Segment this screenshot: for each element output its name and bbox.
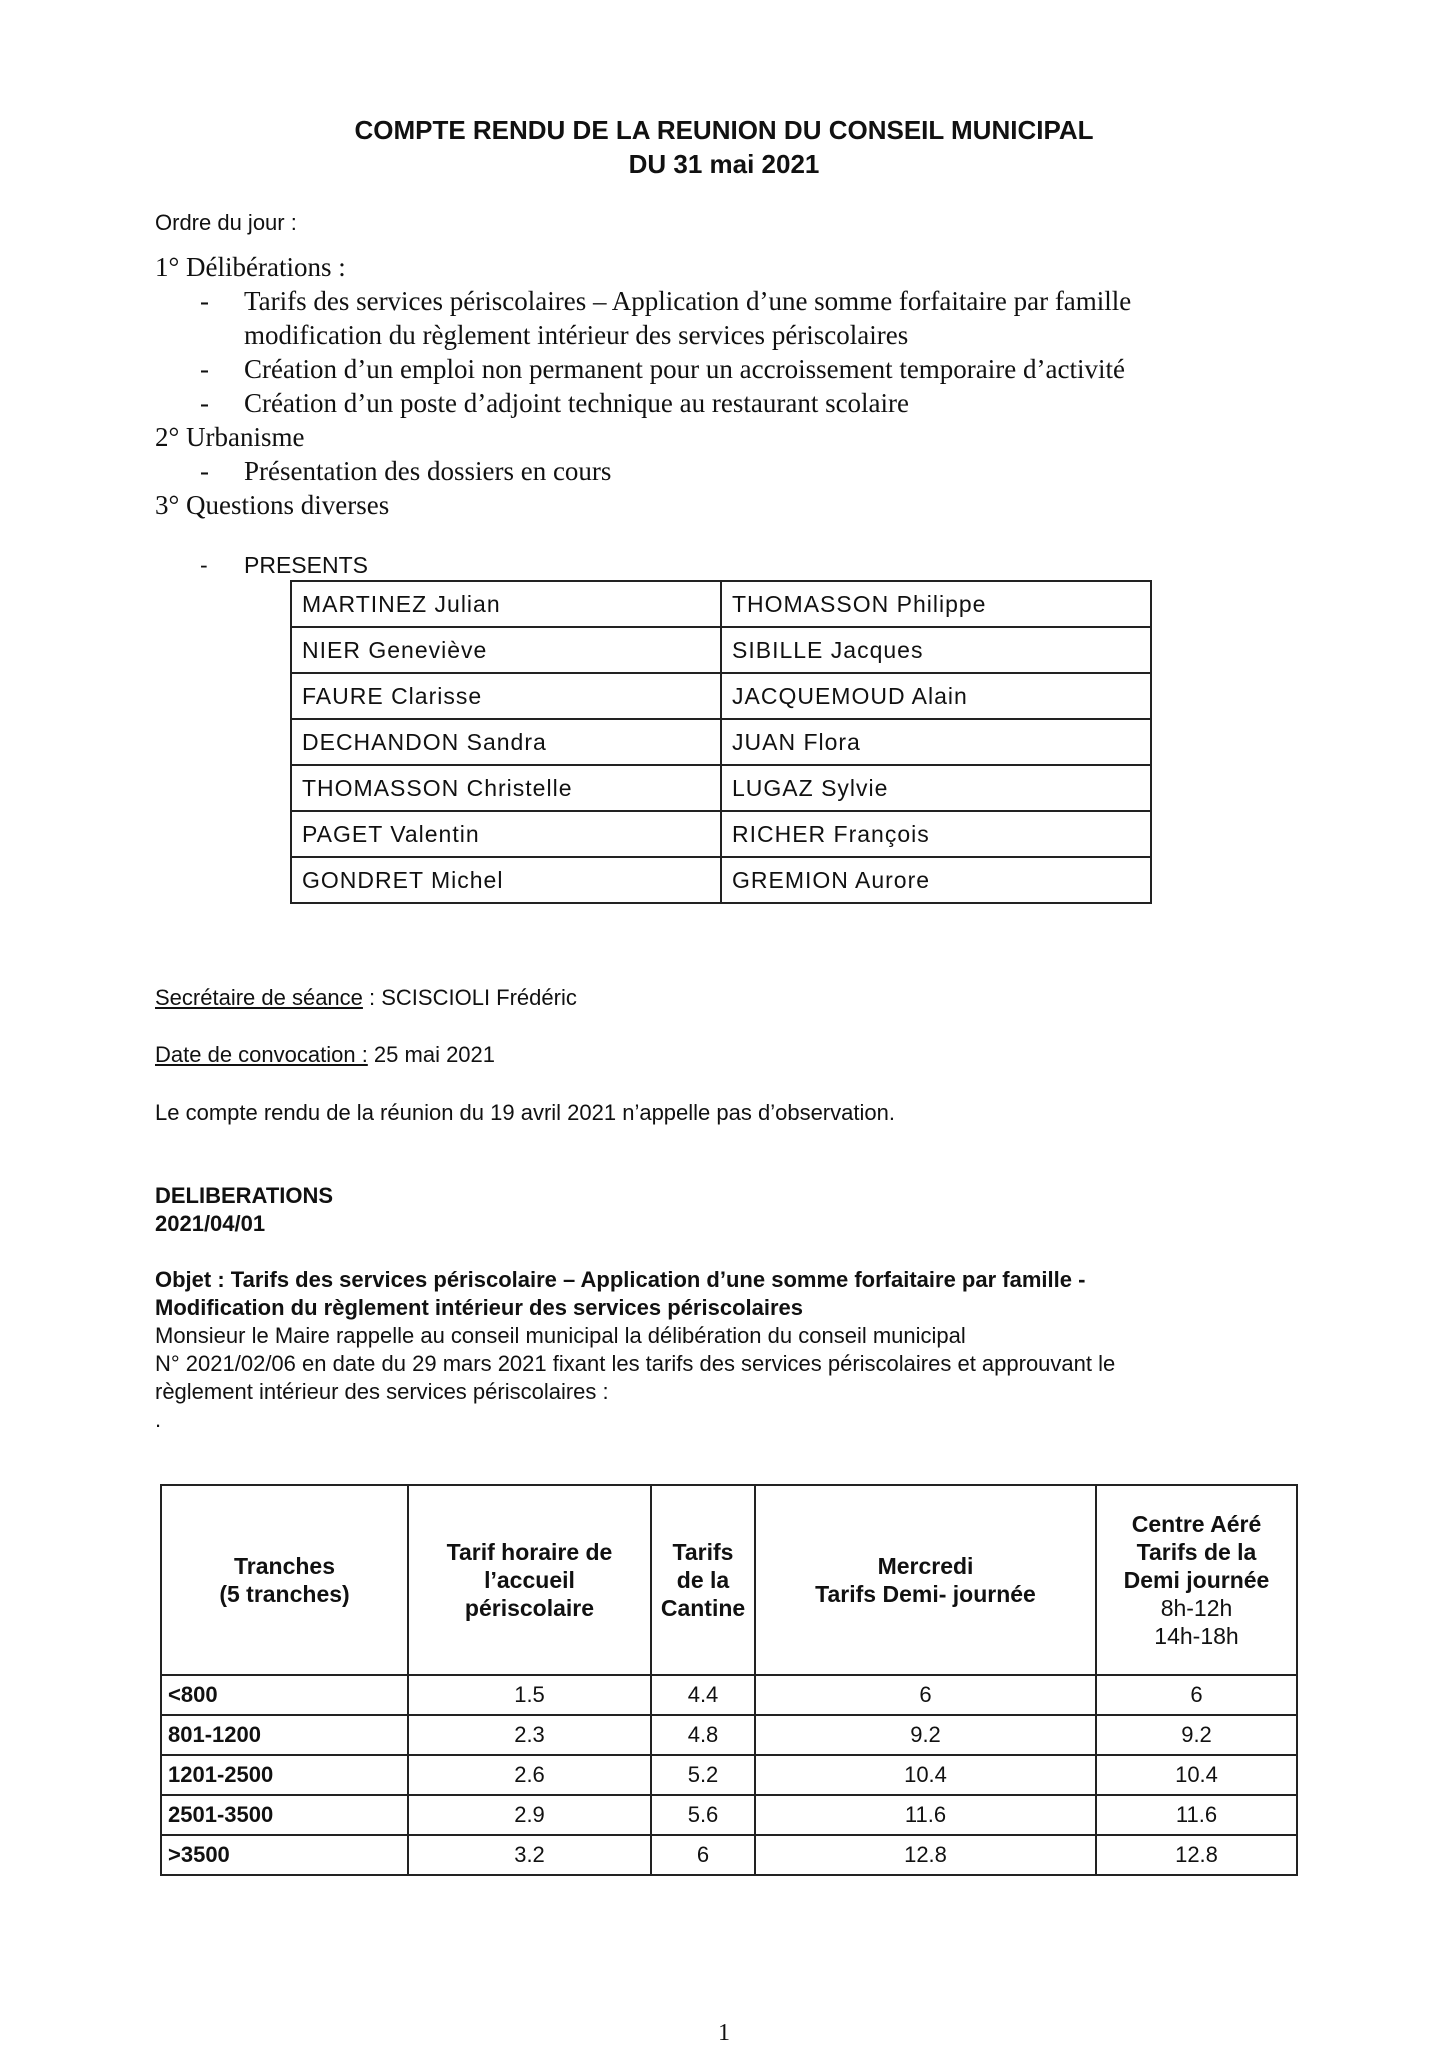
member-name: GREMION Aurore — [721, 857, 1151, 903]
deliberation-body: règlement intérieur des services périscolaires : — [155, 1379, 609, 1404]
agenda-label: Ordre du jour : — [155, 210, 297, 235]
convocation-line — [155, 1042, 495, 1068]
deliberation-object-cont: Modification du règlement intérieur des services périscolaires — [155, 1295, 804, 1320]
secretary-label: Secrétaire de séance — [155, 985, 363, 1010]
secretary-value: SCISCIOLI Frédéric — [381, 985, 577, 1010]
tarif-cell: 2.9 — [408, 1795, 651, 1835]
agenda-subitem-tarifs: Tarifs des services périscolaires – Application d’une somme forfaitaire par famille — [244, 286, 1132, 316]
convocation-label: Date de convocation : — [155, 1042, 368, 1067]
agenda-subitem-poste: Création d’un poste d’adjoint technique au restaurant scolaire — [244, 388, 910, 418]
header-centre-aere: Centre Aéré Tarifs de la Demi journée 8h-12h 14h-18h — [1096, 1485, 1297, 1675]
deliberation-body: N° 2021/02/06 en date du 29 mars 2021 fixant les tarifs des services périscolaires et approuvant le — [155, 1351, 1116, 1376]
deliberations-heading: DELIBERATIONS — [155, 1183, 334, 1208]
member-name: SIBILLE Jacques — [721, 627, 1151, 673]
presents-row — [291, 857, 1151, 903]
member-name: MARTINEZ Julian — [291, 581, 721, 627]
presents-row — [291, 673, 1151, 719]
header-mercredi: Mercredi Tarifs Demi- journée — [755, 1485, 1096, 1675]
tarif-cell: 5.2 — [651, 1755, 755, 1795]
previous-minutes-note: Le compte rendu de la réunion du 19 avril 2021 n’appelle pas d’observation. — [155, 1100, 895, 1125]
deliberation-number: 2021/04/01 — [155, 1211, 266, 1236]
header-tarifs-cantine: Tarifs de la Cantine — [651, 1485, 755, 1675]
presents-row — [291, 581, 1151, 627]
member-name: NIER Geneviève — [291, 627, 721, 673]
member-name: JACQUEMOUD Alain — [721, 673, 1151, 719]
tarif-row — [161, 1795, 1297, 1835]
presents-row — [291, 627, 1151, 673]
tranche-cell: 1201-2500 — [161, 1755, 408, 1795]
page-number: 1 — [718, 2020, 730, 2046]
header-tranches: Tranches (5 tranches) — [161, 1485, 408, 1675]
agenda-subitem-tarifs-cont: modification du règlement intérieur des services périscolaires — [244, 320, 909, 350]
tarif-cell: 12.8 — [755, 1835, 1096, 1875]
member-name: DECHANDON Sandra — [291, 719, 721, 765]
presents-row — [291, 811, 1151, 857]
tranche-cell: 2501-3500 — [161, 1795, 408, 1835]
bullet-dash: - — [200, 552, 208, 578]
bullet-dash: - — [200, 286, 209, 316]
tarif-cell: 6 — [651, 1835, 755, 1875]
bullet-dash: - — [200, 456, 209, 486]
tarif-cell: 9.2 — [755, 1715, 1096, 1755]
agenda-item-questions: 3° Questions diverses — [155, 490, 390, 520]
tarif-cell: 12.8 — [1096, 1835, 1297, 1875]
agenda-item-deliberations: 1° Délibérations : — [155, 252, 346, 282]
member-name: LUGAZ Sylvie — [721, 765, 1151, 811]
member-name: RICHER François — [721, 811, 1151, 857]
tarifs-header-row — [161, 1485, 1297, 1675]
stray-dot: . — [155, 1407, 162, 1432]
tranche-cell: 801-1200 — [161, 1715, 408, 1755]
agenda-subitem-emploi: Création d’un emploi non permanent pour un accroissement temporaire d’activité — [244, 354, 1125, 384]
presents-row — [291, 765, 1151, 811]
tarif-cell: 10.4 — [755, 1755, 1096, 1795]
bullet-dash: - — [200, 388, 209, 418]
member-name: THOMASSON Philippe — [721, 581, 1151, 627]
tarif-row — [161, 1755, 1297, 1795]
tarif-row — [161, 1675, 1297, 1715]
tranche-cell: <800 — [161, 1675, 408, 1715]
tarif-cell: 2.3 — [408, 1715, 651, 1755]
tarif-cell: 9.2 — [1096, 1715, 1297, 1755]
member-name: JUAN Flora — [721, 719, 1151, 765]
tarif-cell: 6 — [1096, 1675, 1297, 1715]
presents-label: PRESENTS — [244, 552, 368, 578]
member-name: PAGET Valentin — [291, 811, 721, 857]
tarif-cell: 10.4 — [1096, 1755, 1297, 1795]
tarif-cell: 3.2 — [408, 1835, 651, 1875]
page-title: COMPTE RENDU DE LA REUNION DU CONSEIL MUNICIPAL — [354, 115, 1094, 145]
deliberation-object: Objet : Tarifs des services périscolaire – Application d’une somme forfaitaire par famille - — [155, 1267, 1086, 1292]
tarif-row — [161, 1835, 1297, 1875]
secretary-line — [155, 985, 577, 1011]
tarif-cell: 4.8 — [651, 1715, 755, 1755]
tarif-cell: 11.6 — [755, 1795, 1096, 1835]
agenda-subitem-dossiers: Présentation des dossiers en cours — [244, 456, 612, 486]
presents-table — [290, 580, 1152, 904]
tarif-cell: 6 — [755, 1675, 1096, 1715]
page-subtitle-date: DU 31 mai 2021 — [628, 149, 820, 179]
tranche-cell: >3500 — [161, 1835, 408, 1875]
bullet-dash: - — [200, 354, 209, 384]
presents-row — [291, 719, 1151, 765]
tarif-cell: 11.6 — [1096, 1795, 1297, 1835]
agenda-item-urbanisme: 2° Urbanisme — [155, 422, 305, 452]
header-tarif-horaire: Tarif horaire de l’accueil périscolaire — [408, 1485, 651, 1675]
tarif-cell: 4.4 — [651, 1675, 755, 1715]
tarif-row — [161, 1715, 1297, 1755]
tarif-cell: 5.6 — [651, 1795, 755, 1835]
tarif-cell: 2.6 — [408, 1755, 651, 1795]
convocation-value: 25 mai 2021 — [367, 1042, 496, 1067]
tarifs-table — [160, 1484, 1298, 1876]
secretary-separator: : — [362, 985, 382, 1010]
member-name: THOMASSON Christelle — [291, 765, 721, 811]
member-name: GONDRET Michel — [291, 857, 721, 903]
tarif-cell: 1.5 — [408, 1675, 651, 1715]
deliberation-body: Monsieur le Maire rappelle au conseil municipal la délibération du conseil municipal — [155, 1323, 966, 1348]
member-name: FAURE Clarisse — [291, 673, 721, 719]
